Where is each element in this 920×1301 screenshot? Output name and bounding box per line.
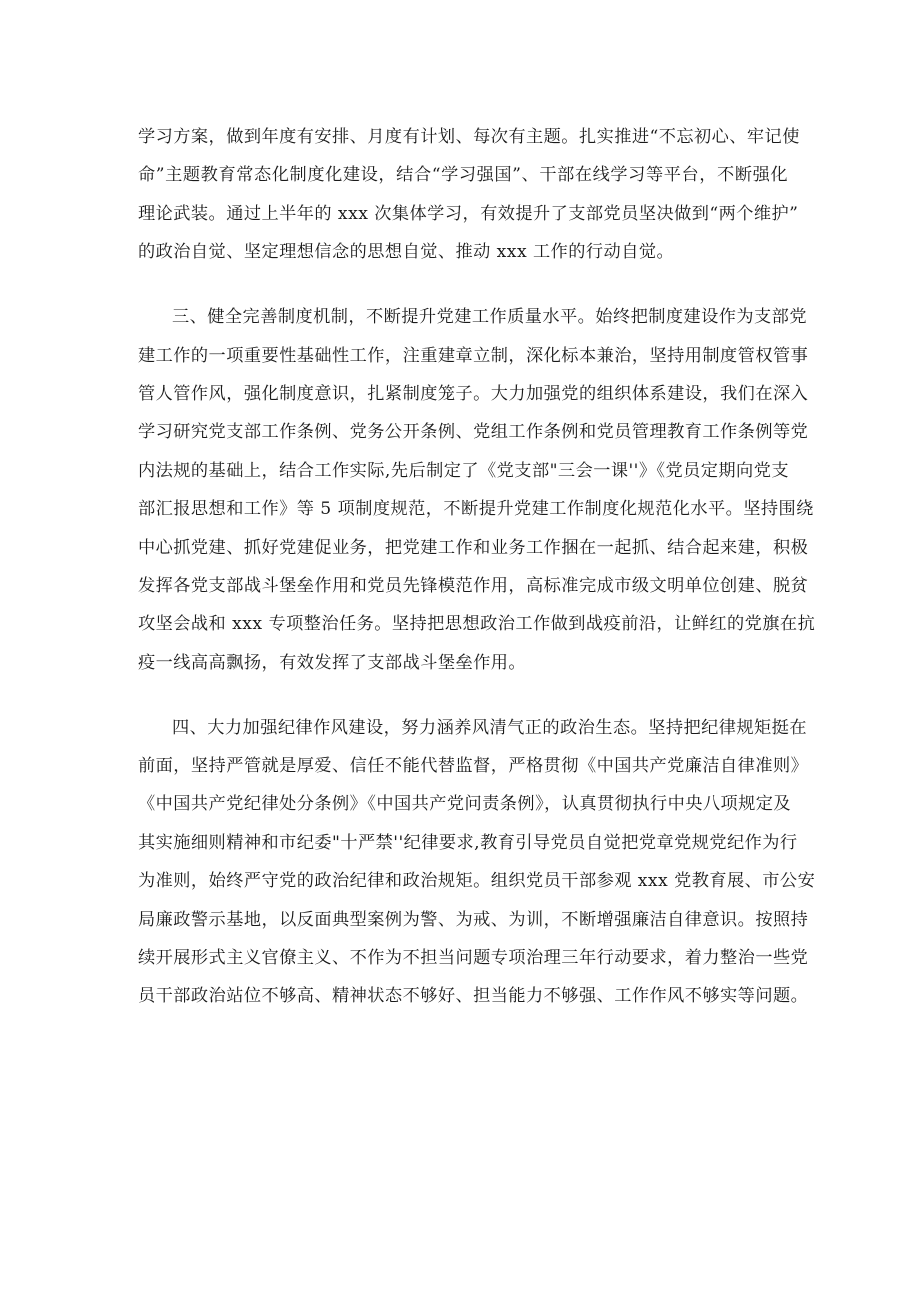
- text-line: 其实施细则精神和市纪委"十严禁''纪律要求,教育引导党员自觉把党章党规党纪作为行: [138, 832, 798, 853]
- text-line: 前面，坚持严管就是厚爱、信任不能代替监督，严格贯彻《中国共产党廉洁自律准则》: [138, 756, 809, 777]
- paragraph-section-four: [138, 709, 816, 1016]
- text-line: 的政治自觉、坚定理想信念的思想自觉、推动 xxx 工作的行动自觉。: [138, 242, 675, 263]
- text-line: 发挥各党支部战斗堡垒作用和党员先锋模范作用，高标准完成市级文明单位创建、脱贫: [138, 575, 809, 596]
- text-line: 续开展形式主义官僚主义、不作为不担当问题专项治理三年行动要求，着力整治一些党: [138, 948, 809, 968]
- text-line: 局廉政警示基地，以反面典型案例为警、为戒、为训，不断增强廉洁自律意识。按照持: [138, 909, 809, 930]
- document-body: [138, 118, 816, 1016]
- text-line: 疫一线高高飘扬，有效发挥了支部战斗堡垒作用。: [138, 652, 527, 673]
- text-line: 命”主题教育常态化制度化建设，结合“学习强国”、干部在线学习等平台，不断强化: [138, 165, 788, 186]
- text-line: 管人管作风，强化制度意识，扎紧制度笼子。大力加强党的组织体系建设，我们在深入: [138, 383, 809, 404]
- text-line: 内法规的基础上，结合工作实际,先后制定了《党支部"三会一课''》《党员定期向党支: [138, 460, 789, 481]
- text-line: 学习研究党支部工作条例、党务公开条例、党组工作条例和党员管理教育工作条例等党: [138, 422, 809, 443]
- section-heading-line: 四、大力加强纪律作风建设，努力涵养风清气正的政治生态。坚持把纪律规矩挺在: [172, 717, 807, 738]
- paragraph-spacer: [138, 682, 788, 709]
- paragraph-section-three: [138, 298, 816, 682]
- text-line: 建工作的一项重要性基础性工作，注重建章立制，深化标本兼治，坚持用制度管权管事: [138, 345, 809, 366]
- text-line: 《中国共产党纪律处分条例》《中国共产党问责条例》，认真贯彻执行中央八项规定及: [138, 794, 792, 815]
- text-line: 为准则，始终严守党的政治纪律和政治规矩。组织党员干部参观 xxx 党教育展、市公安: [138, 871, 816, 892]
- text-line: 理论武装。通过上半年的 xxx 次集体学习，有效提升了支部党员坚决做到“两个维护”: [138, 203, 799, 224]
- section-heading-line: 三、健全完善制度机制，不断提升党建工作质量水平。始终把制度建设作为支部党: [172, 307, 807, 328]
- text-line: 攻坚会战和 xxx 专项整治任务。坚持把思想政治工作做到战疫前沿，让鲜红的党旗在抗: [138, 614, 816, 635]
- paragraph-intro: [138, 118, 800, 272]
- text-line: 员干部政治站位不够高、精神状态不够好、担当能力不够强、工作作风不够实等问题。: [138, 986, 809, 1007]
- text-line: 部汇报思想和工作》等 5 项制度规范，不断提升党建工作制度化规范化水平。坚持围绕: [138, 499, 814, 520]
- text-line: 学习方案，做到年度有安排、月度有计划、每次有主题。扎实推进“不忘初心、牢记使: [138, 127, 800, 147]
- text-line: 中心抓党建、抓好党建促业务，把党建工作和业务工作捆在一起抓、结合起来建，积极: [138, 537, 809, 558]
- paragraph-spacer: [138, 272, 788, 299]
